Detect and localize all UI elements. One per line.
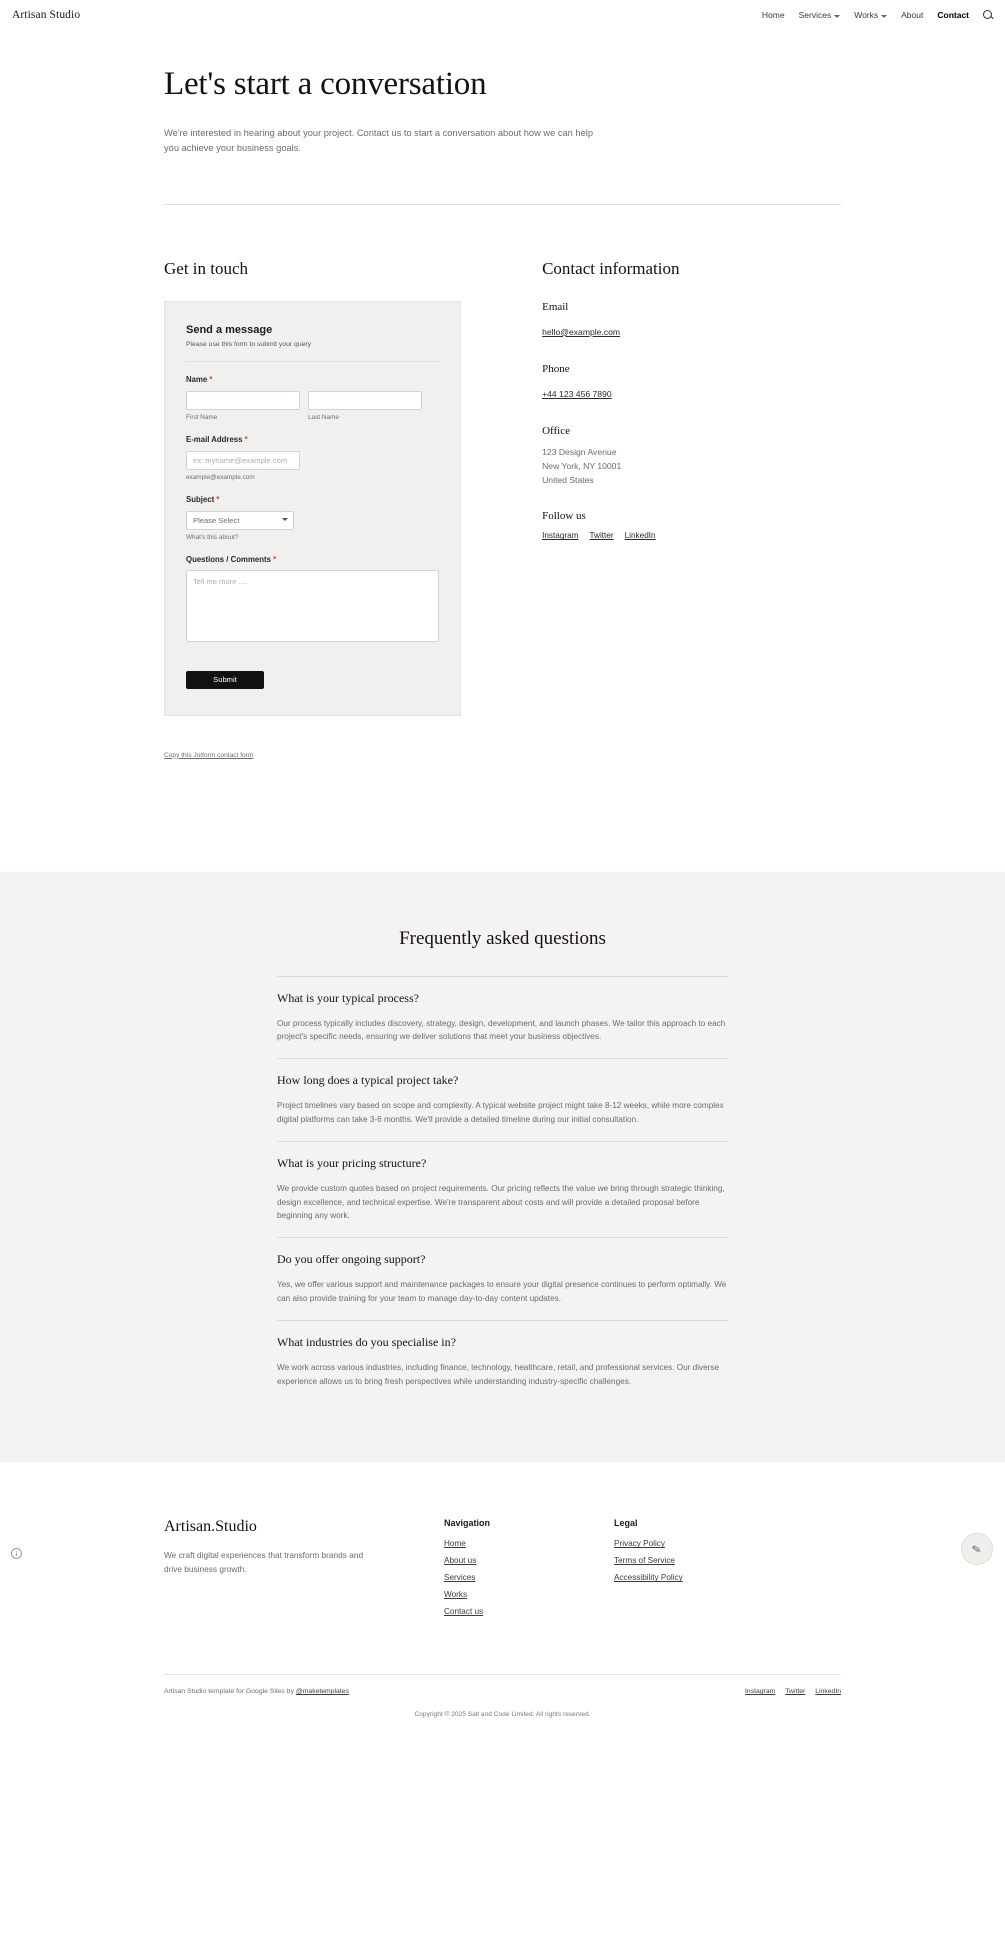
subject-label-text: Subject <box>186 494 215 504</box>
chevron-down-icon <box>881 15 887 18</box>
footer-bottom-bar <box>164 1675 841 1695</box>
faq-item[interactable] <box>277 1141 728 1237</box>
email-block <box>542 301 841 340</box>
faq-item[interactable] <box>277 1237 728 1320</box>
required-marker: * <box>216 494 220 504</box>
footer-link-works[interactable]: Works <box>444 1590 468 1600</box>
follow-us-block <box>542 510 841 540</box>
site-footer <box>0 1462 1005 1736</box>
social-links <box>542 531 841 540</box>
info-icon[interactable]: i <box>11 1548 22 1559</box>
hero-section <box>0 30 1005 205</box>
required-marker: * <box>209 374 213 384</box>
footer-brand-column <box>164 1518 444 1624</box>
footer-social-instagram[interactable]: Instagram <box>745 1688 776 1696</box>
footer-navigation-column <box>444 1518 614 1624</box>
faq-answer: We provide custom quotes based on project requirements. Our pricing reflects the value we bring through strategic thinking, design excellence, and technical expertise. We're transparent about costs and will provide a detailed proposal before beginning any work. <box>277 1183 725 1221</box>
footer-credit-text: Artisan Studio template for Google Sites by <box>164 1688 294 1696</box>
faq-section <box>0 872 1005 1463</box>
office-line: United States <box>542 474 594 485</box>
nav-item-contact[interactable] <box>937 10 969 20</box>
footer-brand: Artisan.Studio <box>164 1518 257 1536</box>
nav-label: Home <box>761 10 785 20</box>
required-marker: * <box>244 434 248 444</box>
form-subtitle: Please use this form to submit your query <box>186 341 439 362</box>
phone-link[interactable]: +44 123 456 7890 <box>542 388 612 399</box>
contact-form-card <box>164 301 461 716</box>
edit-pencil-button[interactable] <box>961 1533 993 1565</box>
email-label-text: E-mail Address <box>186 434 243 444</box>
email-input[interactable] <box>186 451 300 470</box>
form-title: Send a message <box>186 323 273 336</box>
faq-question: How long does a typical project take? <box>277 1073 459 1088</box>
copy-jotform-link[interactable]: Copy this Jotform contact form <box>164 751 254 759</box>
footer-navigation-heading: Navigation <box>444 1518 491 1529</box>
subject-select[interactable] <box>186 511 294 530</box>
faq-question: What industries do you specialise in? <box>277 1334 456 1349</box>
faq-answer: We work across various industries, including finance, technology, healthcare, retail, and professional services. Our diverse experience allows us to bring fresh perspectives while understanding industry-specific challenges. <box>277 1362 720 1386</box>
faq-question: Do you offer ongoing support? <box>277 1252 426 1267</box>
footer-social-linkedin[interactable]: LinkedIn <box>815 1688 841 1696</box>
nav-label: Works <box>854 10 879 20</box>
nav-label: Contact <box>937 10 969 20</box>
footer-social-links <box>745 1688 841 1695</box>
required-marker: * <box>273 554 277 564</box>
subject-field-group <box>186 495 439 541</box>
office-block <box>542 425 841 488</box>
footer-link-about-us[interactable]: About us <box>444 1556 477 1566</box>
last-name-sublabel: Last Name <box>308 413 339 421</box>
comments-label <box>186 555 439 564</box>
social-link-linkedin[interactable]: LinkedIn <box>624 531 656 541</box>
faq-answer: Our process typically includes discovery, strategy, design, development, and launch phases. We tailor this approach to each project's specific needs, ensuring we deliver solutions that meet your business objectives. <box>277 1018 726 1042</box>
subject-select-wrapper <box>186 510 294 530</box>
faq-answer: Yes, we offer various support and maintenance packages to ensure your digital presence continues to perform optimally. We can also provide training for your team to manage day-to-day content updates. <box>277 1280 727 1303</box>
faq-item[interactable] <box>277 1058 728 1141</box>
email-hint: example@example.com <box>186 473 255 481</box>
footer-link-contact-us[interactable]: Contact us <box>444 1607 484 1617</box>
first-name-sublabel: First Name <box>186 413 218 421</box>
comments-field-group <box>186 555 439 647</box>
faq-question: What is your pricing structure? <box>277 1155 427 1170</box>
subject-hint: What's this about? <box>186 533 239 541</box>
footer-tagline: We craft digital experiences that transform brands and drive business growth. <box>164 1550 364 1574</box>
copyright-text: Copyright © 2025 Salt and Code Limited. All rights reserved. <box>414 1711 591 1719</box>
submit-button[interactable]: Submit <box>186 671 264 689</box>
faq-title: Frequently asked questions <box>399 927 606 949</box>
office-line: 123 Design Avenue <box>542 446 617 457</box>
email-heading: Email <box>542 300 569 313</box>
footer-credit-link[interactable]: @maketemplates <box>295 1688 349 1696</box>
comments-textarea[interactable] <box>186 570 439 642</box>
nav-label: About <box>901 10 924 20</box>
faq-item[interactable] <box>277 1320 728 1403</box>
phone-heading: Phone <box>542 362 570 375</box>
contact-information-column <box>542 259 841 762</box>
first-name-input[interactable] <box>186 391 300 410</box>
contact-information-heading: Contact information <box>542 258 680 278</box>
brand-logo[interactable]: Artisan Studio <box>12 9 81 21</box>
nav-item-works[interactable] <box>854 10 887 20</box>
chevron-down-icon <box>834 15 840 18</box>
nav-item-about[interactable] <box>901 10 923 20</box>
faq-item[interactable] <box>277 976 728 1059</box>
nav-item-home[interactable] <box>762 10 785 20</box>
search-icon[interactable] <box>983 10 993 20</box>
name-label-text: Name <box>186 374 208 384</box>
office-heading: Office <box>542 424 570 437</box>
site-header <box>0 0 1005 30</box>
contact-section <box>0 205 1005 762</box>
subject-label <box>186 495 439 504</box>
faq-answer: Project timelines vary based on scope and complexity. A typical website project might take 8-12 weeks, while more complex digital platforms can take 3-6 months. We'll provide a detailed timeline during our initial consultation. <box>277 1101 724 1125</box>
name-field-group <box>186 375 439 421</box>
faq-list <box>277 976 728 1403</box>
footer-social-twitter[interactable]: Twitter <box>785 1688 806 1696</box>
email-field-group <box>186 435 439 481</box>
footer-credit <box>164 1688 349 1695</box>
footer-link-accessibility-policy[interactable]: Accessibility Policy <box>614 1573 683 1583</box>
faq-question: What is your typical process? <box>277 990 419 1005</box>
office-line: New York, NY 10001 <box>542 460 622 471</box>
footer-link-home[interactable]: Home <box>444 1539 466 1549</box>
main-navigation <box>762 10 993 20</box>
last-name-input[interactable] <box>308 391 422 410</box>
footer-link-terms-of-service[interactable]: Terms of Service <box>614 1556 675 1566</box>
footer-link-privacy-policy[interactable]: Privacy Policy <box>614 1539 665 1549</box>
follow-us-heading: Follow us <box>542 510 586 523</box>
name-label <box>186 375 439 384</box>
pencil-icon: ✎ <box>971 1542 983 1557</box>
footer-legal-heading: Legal <box>614 1518 638 1529</box>
social-link-twitter[interactable]: Twitter <box>589 531 614 541</box>
footer-legal-column <box>614 1518 784 1624</box>
get-in-touch-heading: Get in touch <box>164 258 249 278</box>
footer-link-services[interactable]: Services <box>444 1573 476 1583</box>
nav-label: Services <box>798 10 832 20</box>
comments-label-text: Questions / Comments <box>186 554 271 564</box>
phone-block <box>542 363 841 402</box>
page-title: Let's start a conversation <box>164 66 487 102</box>
nav-item-services[interactable] <box>799 10 841 20</box>
hero-paragraph: We're interested in hearing about your project. Contact us to start a conversation about how we can help you achieve your business goals. <box>164 127 593 153</box>
email-link[interactable]: hello@example.com <box>542 326 621 337</box>
social-link-instagram[interactable]: Instagram <box>542 531 579 541</box>
email-label <box>186 435 439 444</box>
get-in-touch-column <box>164 259 461 762</box>
